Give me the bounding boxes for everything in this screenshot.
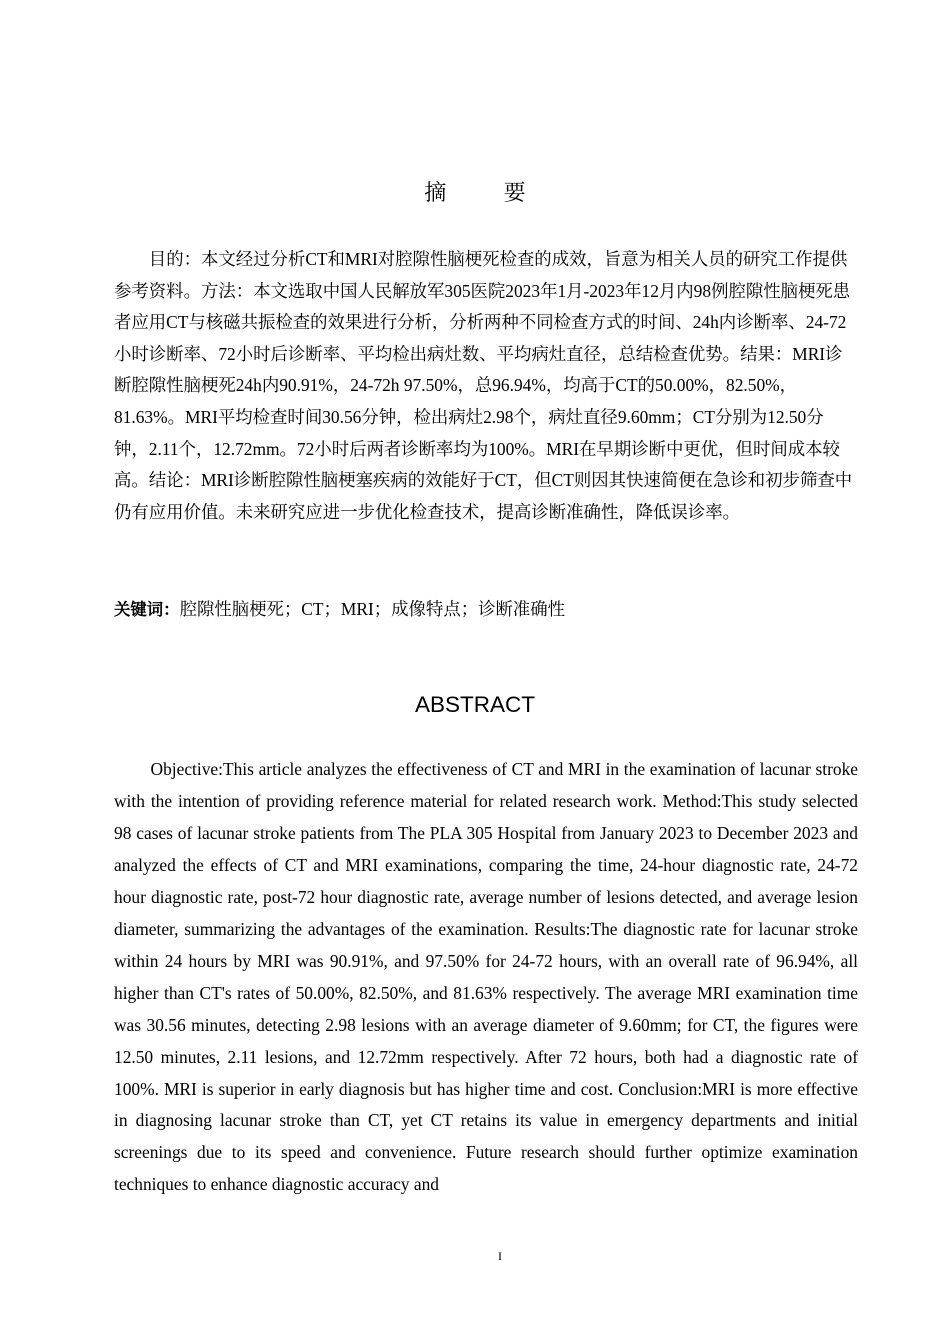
english-abstract-title: ABSTRACT xyxy=(414,692,535,717)
english-abstract-body: Objective:This article analyzes the effectiveness of CT and MRI in the examination of lacunar stroke with the intention of providing reference material for related research work. Method:This study selected 98 cases of lacunar stroke patients from The PLA 305 Hospital from January 2023 to December 2023 and analyzed the effects of CT and MRI examinations, comparing the time, 24-hour diagnostic rate, 24-72 hour diagnostic rate, post-72 hour diagnostic rate, average number of lesions detected, and average lesion diameter, summarizing the advantages of the examination. Results:The diagnostic rate for lacunar stroke within 24 hours by MRI was 90.91%, and 97.50% for 24-72 hours, with an overall rate of 96.94%, all higher than CT's rates of 50.00%, 82.50%, and 81.63% respectively. The average MRI examination time was 30.56 minutes, detecting 2.98 lesions with an average diameter of 9.60mm; for CT, the figures were 12.50 minutes, 2.11 lesions, and 12.72mm respectively. After 72 hours, both had a diagnostic rate of 100%. MRI is superior in early diagnosis but has higher time and cost. Conclusion:MRI is more effective in diagnosing lacunar stroke than CT, yet CT retains its value in emergency departments and initial screenings due to its speed and convenience. Future research should further optimize examination techniques to enhance diagnostic accuracy and xyxy=(114,759,858,1195)
chinese-abstract-title: 摘 要 xyxy=(424,181,544,206)
keywords-label: 关键词： xyxy=(114,600,180,619)
keywords-text: 腔隙性脑梗死；CT；MRI；成像特点；诊断准确性 xyxy=(179,599,566,619)
page-number: I xyxy=(498,1249,502,1263)
chinese-keywords-line xyxy=(114,594,858,626)
chinese-abstract-body: 目的：本文经过分析CT和MRI对腔隙性脑梗死检查的成效，旨意为相关人员的研究工作提供参考资料。方法：本文选取中国人民解放军305医院2023年1月-2023年12月内98例腔隙性脑梗死患者应用CT与核磁共振检查的效果进行分析，分析两种不同检查方式的时间、24h内诊断率、24-72小时诊断率、72小时后诊断率、平均检出病灶数、平均病灶直径，总结检查优势。结果：MRI诊断腔隙性脑梗死24h内90.91%，24-72h 97.50%，总96.94%，均高于CT的50.00%，82.50%，81.63%。MRI平均检查时间30.56分钟，检出病灶2.98个，病灶直径9.60mm；CT分别为12.50分钟，2.11个，12.72mm。72小时后两者诊断率均为100%。MRI在早期诊断中更优，但时间成本较高。结论：MRI诊断腔隙性脑梗塞疾病的效能好于CT，但CT则因其快速简便在急诊和初步筛查中仍有应用价值。未来研究应进一步优化检查技术，提高诊断准确性，降低误诊率。 xyxy=(114,249,853,522)
